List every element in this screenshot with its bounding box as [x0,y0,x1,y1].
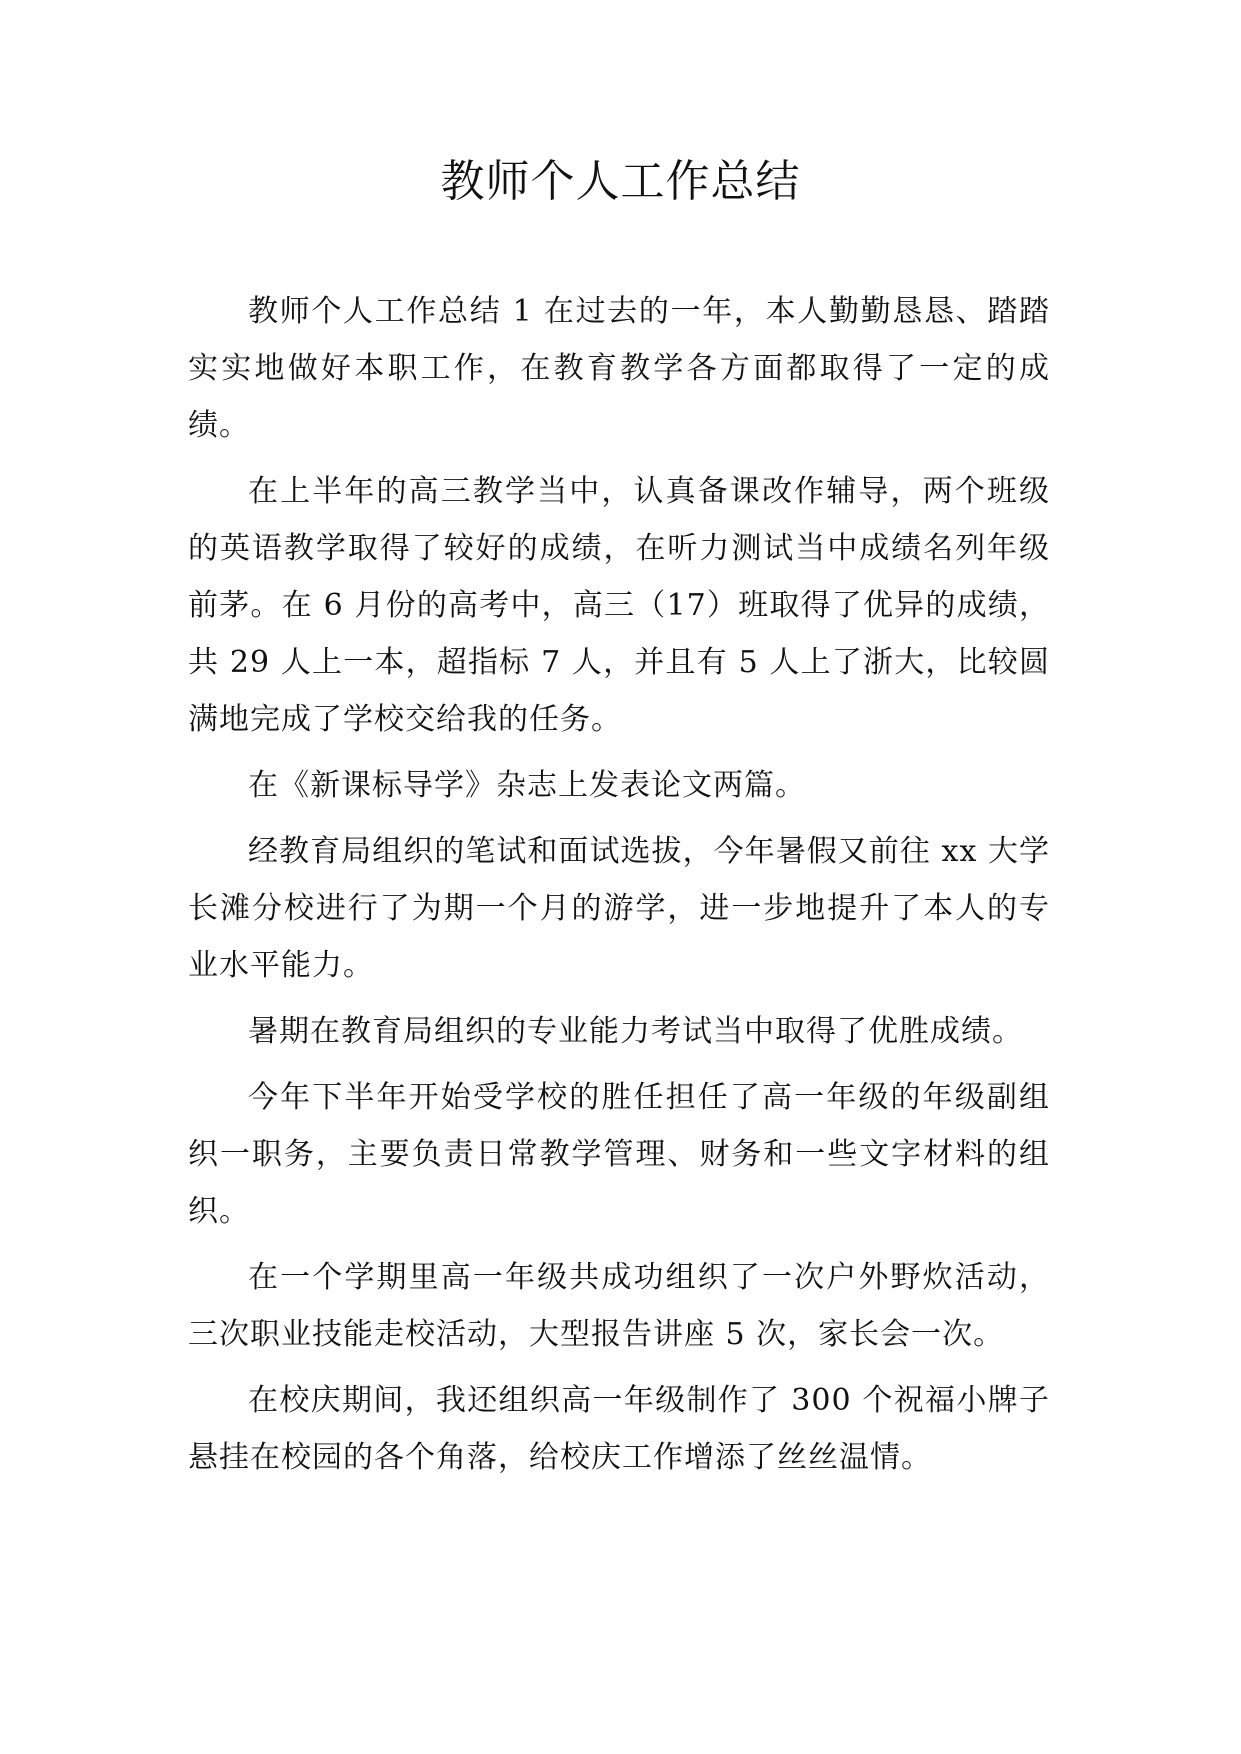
paragraph-7: 在一个学期里高一年级共成功组织了一次户外野炊活动，三次职业技能走校活动，大型报告讲座 5 次，家长会一次。 [188,1260,1050,1352]
paragraph-8: 在校庆期间，我还组织高一年级制作了 300 个祝福小牌子悬挂在校园的各个角落，给校庆工作增添了丝丝温情。 [188,1383,1050,1475]
document-body [188,283,1050,1495]
paragraph-1: 教师个人工作总结 1 在过去的一年，本人勤勤恳恳、踏踏实实地做好本职工作，在教育教学各方面都取得了一定的成绩。 [188,294,1050,443]
paragraph-5: 暑期在教育局组织的专业能力考试当中取得了优胜成绩。 [248,1014,1023,1049]
paragraph-4: 经教育局组织的笔试和面试选拔，今年暑假又前往 xx 大学长滩分校进行了为期一个月的游学，进一步地提升了本人的专业水平能力。 [188,834,1050,983]
document-title: 教师个人工作总结 [440,156,801,207]
paragraph-6: 今年下半年开始受学校的胜任担任了高一年级的年级副组织一职务，主要负责日常教学管理、财务和一些文字材料的组织。 [188,1080,1050,1229]
paragraph-3: 在《新课标导学》杂志上发表论文两篇。 [248,768,806,803]
paragraph-2: 在上半年的高三教学当中，认真备课改作辅导，两个班级的英语教学取得了较好的成绩，在听力测试当中成绩名列年级前茅。在 6 月份的高考中，高三（17）班取得了优异的成绩，共 29 人上一本，超指标 7 人，并且有 5 人上了浙大，比较圆满地完成了学校交给我的任务。 [188,474,1050,737]
